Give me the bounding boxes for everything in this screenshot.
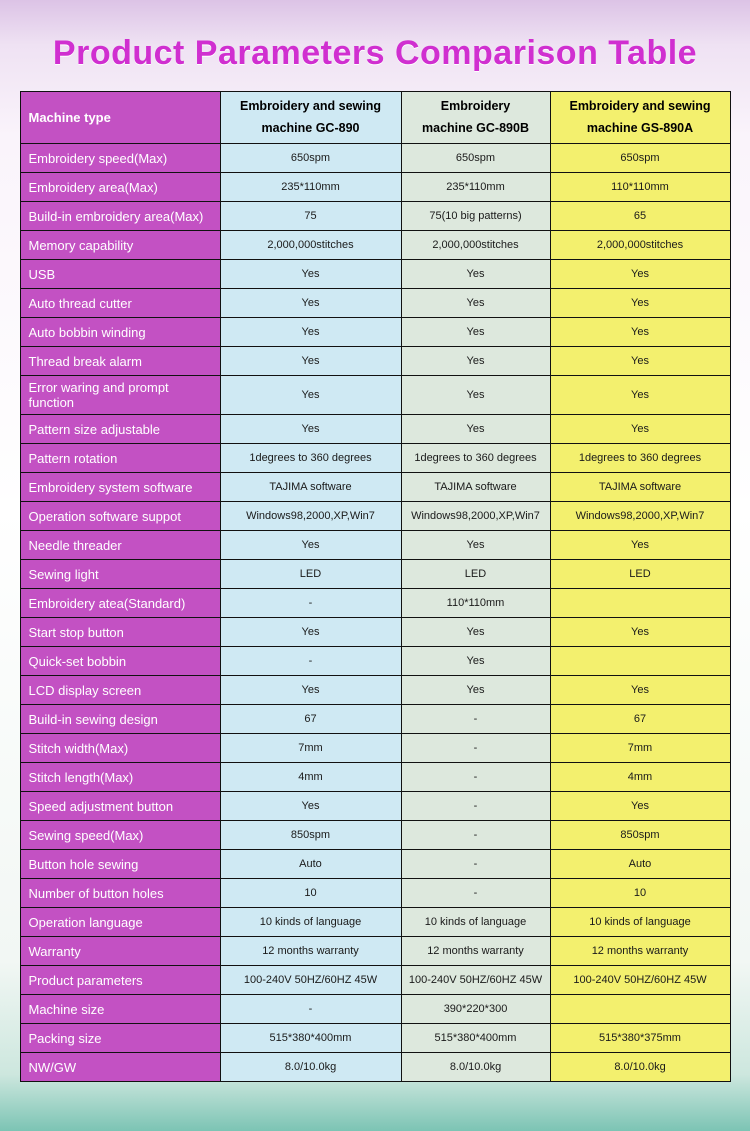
row-value: LED (220, 560, 401, 589)
row-value: - (220, 589, 401, 618)
row-value: Yes (550, 618, 730, 647)
row-value: 65 (550, 202, 730, 231)
row-value: 100-240V 50HZ/60HZ 45W (550, 966, 730, 995)
column-header-gs-890a: Embroidery and sewing machine GS-890A (550, 92, 730, 144)
row-value: Yes (401, 289, 550, 318)
table-row (20, 231, 730, 260)
row-value: 110*110mm (550, 173, 730, 202)
row-value: 2,000,000stitches (220, 231, 401, 260)
row-label: Auto thread cutter (20, 289, 220, 318)
row-label: Operation software suppot (20, 502, 220, 531)
row-value: 7mm (550, 734, 730, 763)
row-value: Yes (220, 289, 401, 318)
row-value (550, 647, 730, 676)
row-value: - (401, 879, 550, 908)
row-value: 2,000,000stitches (401, 231, 550, 260)
table-row (20, 144, 730, 173)
row-label: Embroidery area(Max) (20, 173, 220, 202)
row-value: Yes (401, 260, 550, 289)
row-value: Yes (220, 618, 401, 647)
row-value: - (220, 647, 401, 676)
row-label: Embroidery speed(Max) (20, 144, 220, 173)
row-value: 390*220*300 (401, 995, 550, 1024)
table-row (20, 1024, 730, 1053)
table-row (20, 937, 730, 966)
row-value: Yes (401, 318, 550, 347)
table-row (20, 260, 730, 289)
row-value: 850spm (550, 821, 730, 850)
row-value: - (401, 850, 550, 879)
table-body (20, 144, 730, 1082)
row-label: Packing size (20, 1024, 220, 1053)
row-value: Yes (550, 318, 730, 347)
row-label: LCD display screen (20, 676, 220, 705)
row-label: Memory capability (20, 231, 220, 260)
row-value: 100-240V 50HZ/60HZ 45W (220, 966, 401, 995)
row-label: NW/GW (20, 1053, 220, 1082)
row-label: Button hole sewing (20, 850, 220, 879)
row-value: Yes (550, 347, 730, 376)
row-value: TAJIMA software (550, 473, 730, 502)
row-value: Yes (401, 347, 550, 376)
row-value: - (401, 792, 550, 821)
row-value (550, 589, 730, 618)
row-value: 235*110mm (401, 173, 550, 202)
row-label: Build-in embroidery area(Max) (20, 202, 220, 231)
row-value: Windows98,2000,XP,Win7 (401, 502, 550, 531)
row-value: Yes (220, 531, 401, 560)
table-row (20, 908, 730, 937)
row-value: 1degrees to 360 degrees (550, 444, 730, 473)
row-value: 650spm (220, 144, 401, 173)
row-value: 10 (220, 879, 401, 908)
table-row (20, 647, 730, 676)
table-row (20, 202, 730, 231)
row-value: - (401, 734, 550, 763)
row-value: 8.0/10.0kg (550, 1053, 730, 1082)
table-row (20, 966, 730, 995)
row-label: Number of button holes (20, 879, 220, 908)
row-value: 1degrees to 360 degrees (220, 444, 401, 473)
row-value: 4mm (220, 763, 401, 792)
row-value: 650spm (401, 144, 550, 173)
table-row (20, 676, 730, 705)
row-value: 12 months warranty (401, 937, 550, 966)
row-value: Yes (550, 260, 730, 289)
table-row (20, 444, 730, 473)
row-label: Sewing light (20, 560, 220, 589)
row-label: Stitch length(Max) (20, 763, 220, 792)
row-value: Yes (220, 318, 401, 347)
row-value: 10 kinds of language (220, 908, 401, 937)
row-value: 7mm (220, 734, 401, 763)
row-label: Embroidery system software (20, 473, 220, 502)
row-value: LED (550, 560, 730, 589)
comparison-table (20, 91, 731, 1082)
table-row (20, 415, 730, 444)
row-value: Yes (220, 260, 401, 289)
row-value: 1degrees to 360 degrees (401, 444, 550, 473)
row-value: - (401, 763, 550, 792)
table-row (20, 347, 730, 376)
row-value: 12 months warranty (220, 937, 401, 966)
table-row (20, 560, 730, 589)
row-value: 515*380*400mm (220, 1024, 401, 1053)
row-value: 8.0/10.0kg (220, 1053, 401, 1082)
row-label: Pattern size adjustable (20, 415, 220, 444)
row-value: Yes (401, 647, 550, 676)
row-label: Auto bobbin winding (20, 318, 220, 347)
row-label: USB (20, 260, 220, 289)
row-value: Auto (550, 850, 730, 879)
row-label: Needle threader (20, 531, 220, 560)
row-value: 515*380*375mm (550, 1024, 730, 1053)
row-label: Embroidery atea(Standard) (20, 589, 220, 618)
row-label: Product parameters (20, 966, 220, 995)
row-value: 75 (220, 202, 401, 231)
row-value: LED (401, 560, 550, 589)
row-label: Pattern rotation (20, 444, 220, 473)
row-value (550, 995, 730, 1024)
row-value: Yes (401, 376, 550, 415)
table-row (20, 289, 730, 318)
row-value: 10 (550, 879, 730, 908)
row-value: Yes (220, 347, 401, 376)
row-value: Windows98,2000,XP,Win7 (550, 502, 730, 531)
table-row (20, 618, 730, 647)
table-row (20, 763, 730, 792)
row-value: Windows98,2000,XP,Win7 (220, 502, 401, 531)
row-label: Machine size (20, 995, 220, 1024)
row-value: 10 kinds of language (401, 908, 550, 937)
row-value: Yes (220, 376, 401, 415)
row-value: 75(10 big patterns) (401, 202, 550, 231)
row-value: - (220, 995, 401, 1024)
row-value: 515*380*400mm (401, 1024, 550, 1053)
column-header-gc-890b: Embroidery machine GC-890B (401, 92, 550, 144)
table-row (20, 318, 730, 347)
row-value: Yes (401, 415, 550, 444)
row-label: Thread break alarm (20, 347, 220, 376)
row-value: Yes (550, 531, 730, 560)
row-value: Auto (220, 850, 401, 879)
table-row (20, 734, 730, 763)
table-row (20, 705, 730, 734)
corner-cell-machine-type: Machine type (20, 92, 220, 144)
row-label: Stitch width(Max) (20, 734, 220, 763)
table-row (20, 531, 730, 560)
row-value: Yes (401, 618, 550, 647)
row-value: Yes (220, 792, 401, 821)
row-label: Start stop button (20, 618, 220, 647)
row-value: 8.0/10.0kg (401, 1053, 550, 1082)
row-label: Speed adjustment button (20, 792, 220, 821)
table-row (20, 821, 730, 850)
row-label: Operation language (20, 908, 220, 937)
column-header-gc-890: Embroidery and sewing machine GC-890 (220, 92, 401, 144)
row-label: Error waring and prompt function (20, 376, 220, 415)
row-value: Yes (550, 415, 730, 444)
row-value: - (401, 705, 550, 734)
row-label: Build-in sewing design (20, 705, 220, 734)
row-value: 110*110mm (401, 589, 550, 618)
row-value: Yes (550, 792, 730, 821)
row-value: 67 (220, 705, 401, 734)
row-value: Yes (220, 415, 401, 444)
row-value: 2,000,000stitches (550, 231, 730, 260)
table-header (20, 92, 730, 144)
row-label: Quick-set bobbin (20, 647, 220, 676)
row-value: TAJIMA software (220, 473, 401, 502)
row-value: - (401, 821, 550, 850)
row-value: Yes (401, 676, 550, 705)
table-row (20, 173, 730, 202)
row-value: 650spm (550, 144, 730, 173)
row-value: Yes (401, 531, 550, 560)
table-row (20, 589, 730, 618)
page-title: Product Parameters Comparison Table (52, 34, 698, 72)
row-value: Yes (220, 676, 401, 705)
header-row (20, 92, 730, 144)
row-value: Yes (550, 676, 730, 705)
row-value: 67 (550, 705, 730, 734)
row-label: Sewing speed(Max) (20, 821, 220, 850)
table-row (20, 502, 730, 531)
row-value: 4mm (550, 763, 730, 792)
table-row (20, 1053, 730, 1082)
row-value: Yes (550, 376, 730, 415)
table-row (20, 376, 730, 415)
table-row (20, 850, 730, 879)
row-value: 100-240V 50HZ/60HZ 45W (401, 966, 550, 995)
row-value: 12 months warranty (550, 937, 730, 966)
row-value: 235*110mm (220, 173, 401, 202)
row-value: 10 kinds of language (550, 908, 730, 937)
table-row (20, 792, 730, 821)
table-row (20, 995, 730, 1024)
row-value: 850spm (220, 821, 401, 850)
row-value: TAJIMA software (401, 473, 550, 502)
table-row (20, 879, 730, 908)
row-label: Warranty (20, 937, 220, 966)
table-row (20, 473, 730, 502)
row-value: Yes (550, 289, 730, 318)
